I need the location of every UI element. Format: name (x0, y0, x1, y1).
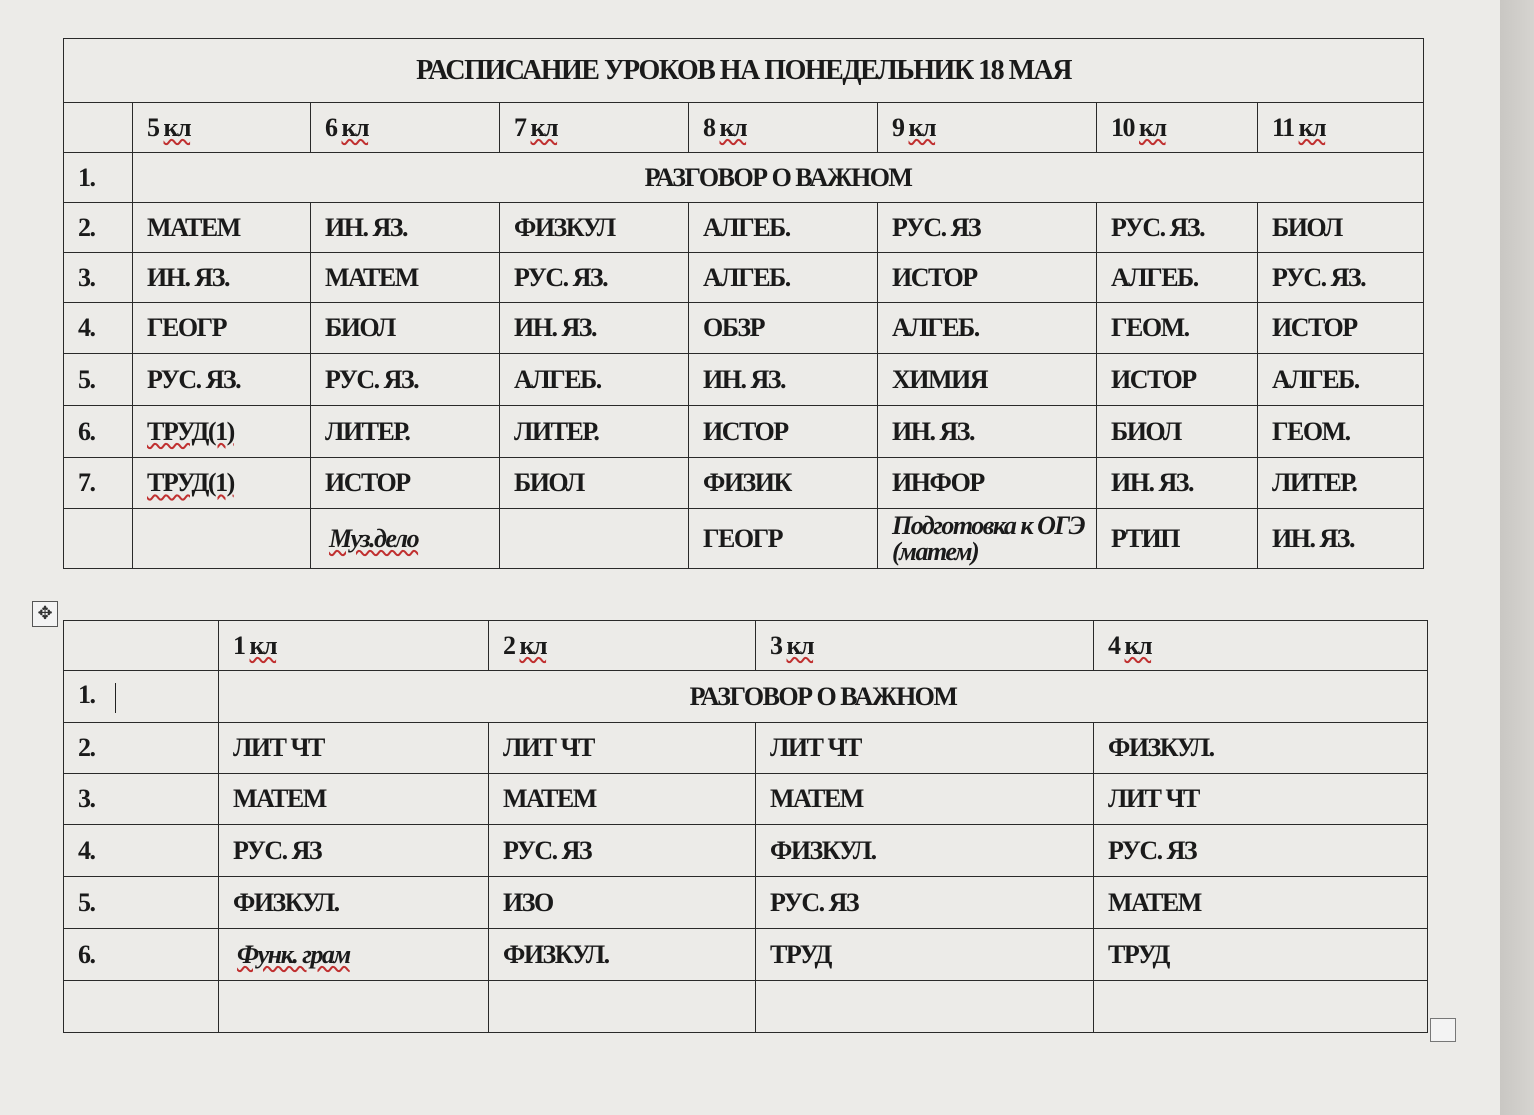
subject-cell[interactable] (133, 509, 311, 569)
class-label: 2 кл (503, 630, 547, 660)
subject-cell[interactable]: ИСТОР (1258, 303, 1424, 354)
page-edge (1500, 0, 1534, 1115)
subject-cell[interactable]: ИН. ЯЗ. (133, 253, 311, 303)
resize-handle-icon[interactable] (1430, 1018, 1456, 1042)
class-header-10[interactable] (1097, 103, 1258, 153)
lesson-number[interactable]: 6. (64, 406, 133, 458)
subject-cell[interactable]: АЛГЕБ. (500, 354, 689, 406)
spellcheck-word: кл (1139, 112, 1166, 142)
class-header-2[interactable] (489, 621, 756, 671)
subject-cell[interactable] (311, 509, 500, 569)
lesson-number[interactable]: 4. (64, 303, 133, 354)
corner-cell[interactable] (64, 103, 133, 153)
subject-cell[interactable]: ТРУД (1094, 929, 1428, 981)
class-label: 8 кл (703, 112, 747, 142)
spellcheck-word: кл (719, 112, 747, 142)
lesson-row (64, 929, 1428, 981)
subject-cell[interactable]: ФИЗКУЛ. (1094, 723, 1428, 774)
subject-cell[interactable]: МАТЕМ (756, 774, 1094, 825)
class-header-11[interactable] (1258, 103, 1424, 153)
class-header-7[interactable] (500, 103, 689, 153)
subject-cell[interactable] (133, 458, 311, 509)
subject-cell[interactable] (1094, 981, 1428, 1033)
spellcheck-word: кл (341, 112, 369, 142)
subject-cell[interactable]: ТРУД (756, 929, 1094, 981)
subject-cell[interactable]: ИНФОР (878, 458, 1097, 509)
spellcheck-word: кл (786, 630, 814, 660)
spellcheck-word: кл (1298, 112, 1326, 142)
subject-cell[interactable]: РУС. ЯЗ (1094, 825, 1428, 877)
subject-cell[interactable]: ИСТОР (878, 253, 1097, 303)
class-header-1[interactable] (219, 621, 489, 671)
subject-cell[interactable]: АЛГЕБ. (689, 203, 878, 253)
senior-schedule-table (63, 38, 1424, 569)
class-label: 6 кл (325, 112, 369, 142)
subject-cell[interactable]: БИОЛ (311, 303, 500, 354)
subject-cell[interactable]: АЛГЕБ. (1097, 253, 1258, 303)
subject-cell[interactable]: ФИЗКУЛ (500, 203, 689, 253)
merged-lesson-cell[interactable]: РАЗГОВОР О ВАЖНОМ (133, 153, 1424, 203)
subject-cell[interactable]: ХИМИЯ (878, 354, 1097, 406)
lesson-number[interactable]: 7. (64, 458, 133, 509)
class-header-9[interactable] (878, 103, 1097, 153)
subject-cell[interactable]: БИОЛ (1097, 406, 1258, 458)
subject-cell[interactable] (489, 981, 756, 1033)
subject-text: Муз.дело (329, 523, 419, 553)
lesson-number[interactable]: 1. (64, 153, 133, 203)
class-label: 11 кл (1272, 112, 1326, 142)
subject-cell[interactable]: ЛИТЕР. (1258, 458, 1424, 509)
lesson-row (64, 825, 1428, 877)
lesson-number[interactable]: 2. (64, 723, 219, 774)
subject-cell[interactable] (219, 929, 489, 981)
lesson-row (64, 671, 1428, 723)
class-label: 5 кл (147, 112, 191, 142)
subject-cell[interactable]: ЛИТ ЧТ (756, 723, 1094, 774)
subject-cell[interactable] (219, 981, 489, 1033)
lesson-number[interactable]: 5. (64, 354, 133, 406)
subject-cell[interactable]: ЛИТЕР. (500, 406, 689, 458)
subject-cell[interactable]: РУС. ЯЗ. (500, 253, 689, 303)
lesson-row (64, 774, 1428, 825)
subject-cell[interactable]: ФИЗКУЛ. (756, 825, 1094, 877)
subject-cell[interactable]: РУС. ЯЗ (878, 203, 1097, 253)
class-label: 9 кл (892, 112, 936, 142)
lesson-number-text: 1. (78, 680, 95, 710)
subject-cell[interactable]: ИН. ЯЗ. (1258, 509, 1424, 569)
subject-cell[interactable]: ФИЗКУЛ. (219, 877, 489, 929)
subject-cell[interactable]: РУС. ЯЗ (489, 825, 756, 877)
lesson-number[interactable] (64, 509, 133, 569)
subject-cell[interactable]: ЛИТ ЧТ (1094, 774, 1428, 825)
merged-lesson-cell[interactable]: РАЗГОВОР О ВАЖНОМ (219, 671, 1428, 723)
subject-text: ТРУД(1) (147, 416, 234, 446)
subject-cell[interactable]: РУС. ЯЗ. (133, 354, 311, 406)
junior-schedule-table (63, 620, 1428, 1033)
spellcheck-word: кл (519, 630, 547, 660)
lesson-row (64, 153, 1424, 203)
spellcheck-word: кл (908, 112, 936, 142)
lesson-row (64, 406, 1424, 458)
class-header-6[interactable] (311, 103, 500, 153)
class-label: 3 кл (770, 630, 814, 660)
lesson-number[interactable]: 6. (64, 929, 219, 981)
subject-cell[interactable]: ГЕОМ. (1097, 303, 1258, 354)
class-header-3[interactable] (756, 621, 1094, 671)
subject-cell[interactable]: МАТЕМ (1094, 877, 1428, 929)
lesson-number[interactable] (64, 981, 219, 1033)
subject-cell[interactable] (500, 509, 689, 569)
class-header-4[interactable] (1094, 621, 1428, 671)
subject-cell[interactable]: АЛГЕБ. (689, 253, 878, 303)
subject-cell[interactable]: АЛГЕБ. (1258, 354, 1424, 406)
subject-cell[interactable]: ЛИТЕР. (311, 406, 500, 458)
subject-cell[interactable]: ГЕОГР (133, 303, 311, 354)
lesson-number[interactable]: 4. (64, 825, 219, 877)
lesson-row (64, 981, 1428, 1033)
subject-cell[interactable]: РУС. ЯЗ. (1258, 253, 1424, 303)
subject-text: Функ. грам (237, 939, 350, 969)
lesson-row (64, 203, 1424, 253)
subject-cell[interactable]: ИН. ЯЗ. (311, 203, 500, 253)
title-row (64, 39, 1424, 103)
move-arrows-icon[interactable]: ✥ (32, 601, 58, 627)
subject-cell[interactable]: РУС. ЯЗ. (311, 354, 500, 406)
subject-cell[interactable]: МАТЕМ (133, 203, 311, 253)
corner-cell[interactable] (64, 621, 219, 671)
subject-cell[interactable]: ИН. ЯЗ. (878, 406, 1097, 458)
subject-cell[interactable]: ИН. ЯЗ. (689, 354, 878, 406)
subject-cell[interactable]: ИН. ЯЗ. (500, 303, 689, 354)
subject-cell[interactable]: МАТЕМ (489, 774, 756, 825)
schedule-title[interactable]: РАСПИСАНИЕ УРОКОВ НА ПОНЕДЕЛЬНИК 18 МАЯ (64, 39, 1424, 103)
subject-cell[interactable]: ИСТОР (1097, 354, 1258, 406)
lesson-row (64, 458, 1424, 509)
lesson-row (64, 877, 1428, 929)
subject-cell[interactable] (756, 981, 1094, 1033)
subject-cell[interactable]: БИОЛ (500, 458, 689, 509)
subject-cell[interactable]: ИН. ЯЗ. (1097, 458, 1258, 509)
subject-cell[interactable]: ГЕОГР (689, 509, 878, 569)
class-label: 7 кл (514, 112, 558, 142)
class-header-row (64, 621, 1428, 671)
subject-cell[interactable]: ИСТОР (689, 406, 878, 458)
subject-cell[interactable]: Подготовка к ОГЭ (матем) (878, 509, 1097, 569)
class-label: 4 кл (1108, 630, 1152, 660)
subject-cell[interactable]: МАТЕМ (219, 774, 489, 825)
subject-cell[interactable]: ИЗО (489, 877, 756, 929)
spellcheck-word: кл (249, 630, 277, 660)
subject-cell[interactable]: РУС. ЯЗ (756, 877, 1094, 929)
lesson-number[interactable]: 5. (64, 877, 219, 929)
lesson-row (64, 723, 1428, 774)
lesson-row (64, 303, 1424, 354)
subject-cell[interactable]: РТИП (1097, 509, 1258, 569)
lesson-number[interactable] (64, 671, 219, 723)
subject-cell[interactable]: ИСТОР (311, 458, 500, 509)
lesson-number[interactable]: 3. (64, 774, 219, 825)
class-header-row (64, 103, 1424, 153)
spellcheck-word: кл (163, 112, 191, 142)
class-header-8[interactable] (689, 103, 878, 153)
lesson-row (64, 253, 1424, 303)
lesson-row (64, 509, 1424, 569)
class-label: 10 кл (1111, 112, 1166, 142)
subject-cell[interactable]: ОБЗР (689, 303, 878, 354)
subject-cell[interactable]: ФИЗИК (689, 458, 878, 509)
class-label: 1 кл (233, 630, 277, 660)
class-header-5[interactable] (133, 103, 311, 153)
subject-cell[interactable] (133, 406, 311, 458)
lesson-number[interactable]: 2. (64, 203, 133, 253)
subject-cell[interactable]: ФИЗКУЛ. (489, 929, 756, 981)
subject-cell[interactable]: РУС. ЯЗ (219, 825, 489, 877)
subject-cell[interactable]: ЛИТ ЧТ (219, 723, 489, 774)
subject-cell[interactable]: МАТЕМ (311, 253, 500, 303)
lesson-number[interactable]: 3. (64, 253, 133, 303)
spellcheck-word: кл (1124, 630, 1152, 660)
subject-cell[interactable]: РУС. ЯЗ. (1097, 203, 1258, 253)
subject-text: ТРУД(1) (147, 468, 234, 497)
spellcheck-word: кл (530, 112, 558, 142)
subject-cell[interactable]: ЛИТ ЧТ (489, 723, 756, 774)
subject-cell[interactable]: БИОЛ (1258, 203, 1424, 253)
subject-cell[interactable]: ГЕОМ. (1258, 406, 1424, 458)
text-cursor (115, 683, 117, 713)
subject-cell[interactable]: АЛГЕБ. (878, 303, 1097, 354)
lesson-row (64, 354, 1424, 406)
